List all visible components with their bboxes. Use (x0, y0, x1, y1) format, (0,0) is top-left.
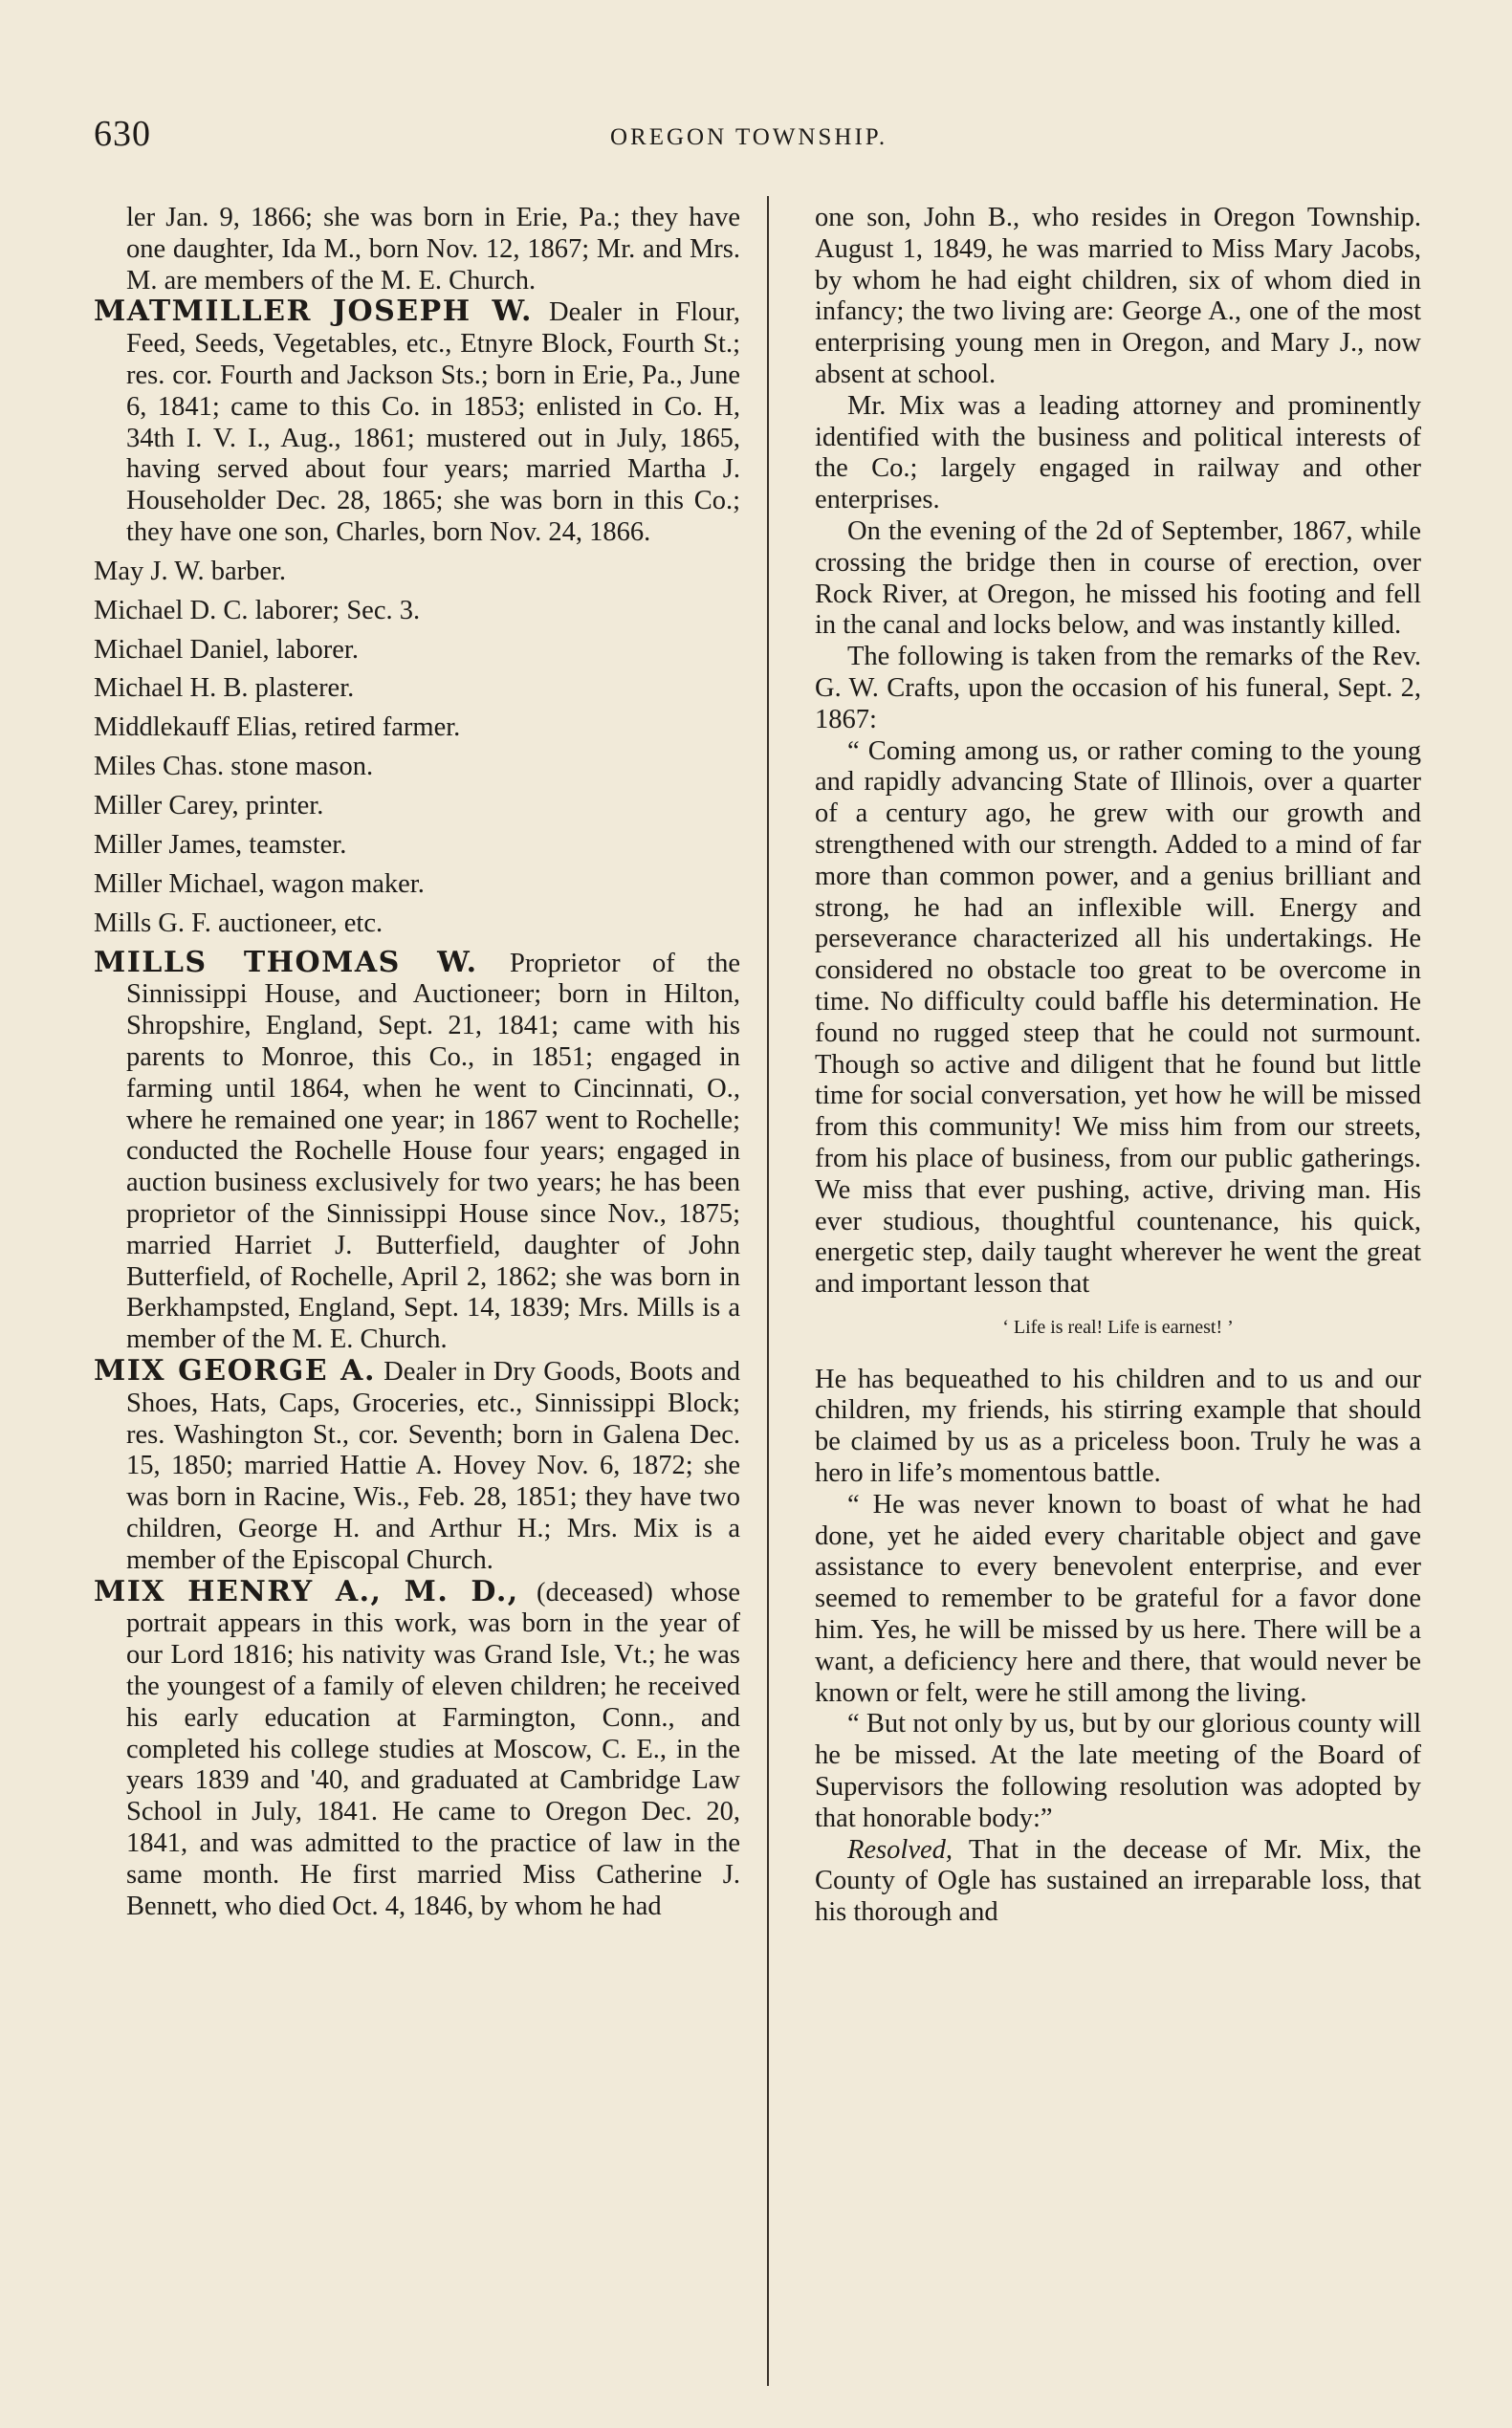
directory-entry: Miller Michael, wagon maker. (94, 868, 425, 899)
quotation-paragraph: “ But not only by us, but by our glorious county will he be missed. At the late meeting of the Board of Supervisors the following resolution was adopted by that honorable body:” (815, 1709, 1421, 1833)
entry-name: MIX HENRY A., M. D., (94, 1574, 519, 1608)
entry-mix-henry (94, 1574, 740, 1923)
directory-entry: May J. W. barber. (94, 556, 287, 586)
entry-text: Dealer in Flour, Feed, Seeds, Vegetables, etc., Etnyre Block, Fourth St.; res. cor. Fourth and Jackson Sts.; born in Erie, Pa., June 6, 1841; came to this Co. in 1853; enlisted in Co. H, 34th I. V. I., Aug., 1861; mustered out in July, 1865, having served about four years; married Martha J. Householder Dec. 28, 1865; she was born in this Co.; they have one son, Charles, born Nov. 24, 1866. (126, 297, 741, 547)
quotation-paragraph: “ He was never known to boast of what he had done, yet he aided every charitable object and gave assistance to every benevolent enterprise, and ever seemed to remember to be grateful for a favor done him. Yes, he will be missed by us here. There will be a want, a deficiency here and there, that would never be known or felt, were he still among the living. (815, 1489, 1421, 1708)
directory-entry: Miller Carey, printer. (94, 791, 324, 821)
entry-text: Dealer in Dry Goods, Boots and Shoes, Hats, Caps, Groceries, etc., Sinnissippi Block; res. Washington St., cor. Seventh; born in Galena Dec. 15, 1850; married Hattie A. Hovey Nov. 6, 1872; she was born in Racine, Wis., Feb. 28, 1851; they have two children, George H. and Arthur H.; Mrs. Mix is a member of the Episcopal Church. (126, 1357, 741, 1575)
entry-name: MILLS THOMAS W. (94, 945, 478, 979)
page-header (94, 113, 1433, 161)
resolution-text: That in the decease of Mr. Mix, the County of Ogle has sustained an irreparable loss, that his thorough and (815, 1834, 1421, 1928)
entry-name: MIX GEORGE A. (94, 1354, 376, 1389)
paragraph: He has bequeathed to his children and to us and our children, my friends, his stirring example that should be claimed by us as a priceless boon. Truly he was a hero in life’s momentous battle. (815, 1364, 1421, 1489)
entry-text: (deceased) whose portrait appears in this work, was born in the year of our Lord 1816; his nativity was Grand Isle, Vt.; he was the youngest of a family of eleven children; he received his early education at Farmington, Conn., and completed his college studies at Moscow, C. E., in the years 1839 and '40, and graduated at Cambridge Law School in July, 1841. He came to Oregon Dec. 20, 1841, and was admitted to the practice of law in the same month. He first married Miss Catherine J. Bennett, who died Oct. 4, 1846, by whom he had (126, 1577, 740, 1921)
directory-entry: Middlekauff Elias, retired farmer. (94, 712, 461, 743)
continuation-paragraph: ler Jan. 9, 1866; she was born in Erie, Pa.; they have one daughter, Ida M., born Nov. 12, 1867; Mr. and Mrs. M. are members of the M. E. Church. (126, 203, 740, 295)
paragraph: On the evening of the 2d of September, 1867, while crossing the bridge then in course of erection, over Rock River, at Oregon, he missed his footing and fell in the canal and locks below, and was instantly killed. (815, 515, 1421, 641)
entry-text: Proprietor of the Sinnissippi House, and Auctioneer; born in Hilton, Shropshire, England, Sept. 21, 1841; came with his parents to Monroe, this Co., in 1851; engaged in farming until 1864, when he went to Cincinnati, O., where he remained one year; in 1867 went to Rochelle; conducted the Rochelle House four years; engaged in auction business exclusively for two years; he has been proprietor of the Sinnissippi House since Nov., 1875; married Harriet J. Butterfield, daughter of John Butterfield, of Rochelle, April 2, 1862; she was born in Berkhampsted, England, Sept. 14, 1839; Mrs. Mills is a member of the M. E. Church. (126, 948, 741, 1355)
resolution-paragraph (815, 1835, 1421, 1929)
paragraph: Mr. Mix was a leading attorney and prominently identified with the business and political interests of the Co.; largely engaged in railway and other enterprises. (815, 390, 1421, 515)
directory-entry: Michael H. B. plasterer. (94, 673, 355, 704)
left-column (94, 203, 740, 1922)
column-divider (767, 196, 769, 2386)
entry-mix-george (94, 1356, 740, 1577)
directory-entry: Michael D. C. laborer; Sec. 3. (94, 595, 421, 625)
directory-entry: Miles Chas. stone mason. (94, 752, 374, 782)
paragraph: The following is taken from the remarks of the Rev. G. W. Crafts, upon the occasion of his funeral, Sept. 2, 1867: (815, 642, 1421, 734)
entry-mills (94, 945, 741, 1356)
poem-quote: ‘ Life is real! Life is earnest! ’ (1002, 1316, 1234, 1338)
running-head: OREGON TOWNSHIP. (610, 124, 888, 150)
resolved-label: Resolved, (847, 1834, 953, 1865)
directory-entry: Mills G. F. auctioneer, etc. (94, 908, 383, 938)
paragraph: one son, John B., who resides in Oregon Township. August 1, 1849, he was married to Miss Mary Jacobs, by whom he had eight children, six of whom died in infancy; the two living are: George A., one of the most enterprising young men in Oregon, and Mary J., now absent at school. (815, 203, 1421, 389)
right-column (815, 203, 1421, 1929)
entry-name: MATMILLER JOSEPH W. (94, 295, 533, 329)
quotation-paragraph: “ Coming among us, or rather coming to the young and rapidly advancing State of Illinois, over a quarter of a century ago, he grew with our growth and strengthened with our strength. Added to a mind of far more than common power, and a genius brilliant and strong, he had an inflexible will. Energy and perseverance characterized all his undertakings. He considered no obstacle too great to be overcome in time. No difficulty could baffle his determination. He found no rugged steep that he could not surmount. Though so active and diligent that he found but little time for social conversation, yet how he will be missed from this community! We miss him from our streets, from his place of business, from our public gatherings. We miss that ever pushing, active, driving man. His ever studious, thoughtful countenance, his quick, energetic step, daily taught wherever he went the great and important lesson that (815, 735, 1421, 1300)
directory-entry: Miller James, teamster. (94, 830, 347, 860)
directory-entry: Michael Daniel, laborer. (94, 634, 359, 665)
entry-matmiller (94, 296, 740, 548)
page-number: 630 (94, 114, 151, 154)
